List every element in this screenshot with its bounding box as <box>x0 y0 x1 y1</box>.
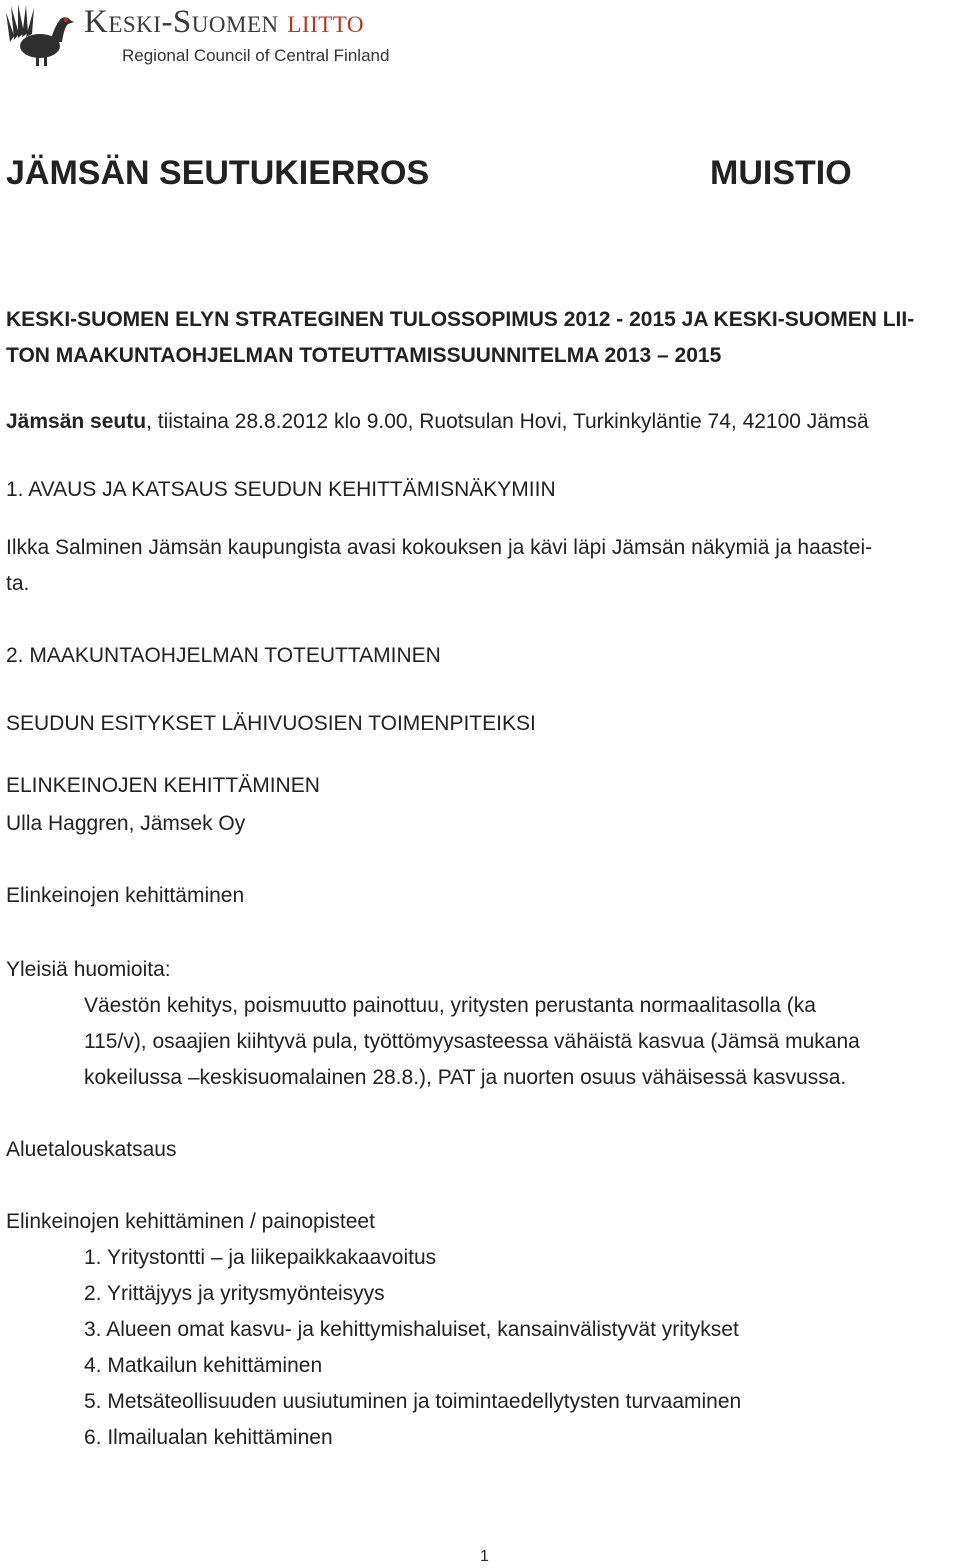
section-2-heading: 2. MAAKUNTAOHJELMAN TOTEUTTAMINEN <box>6 644 441 667</box>
subject-line-1: KESKI-SUOMEN ELYN STRATEGINEN TULOSSOPIMUS 2012 - 2015 JA KESKI-SUOMEN LII- <box>6 308 915 331</box>
focus-heading: Elinkeinojen kehittäminen / painopisteet <box>6 1210 375 1233</box>
org-subtitle: Regional Council of Central Finland <box>122 46 390 65</box>
org-name <box>84 4 364 41</box>
presenter: Ulla Haggren, Jämsek Oy <box>6 812 246 835</box>
org-name-part2: liitto <box>287 4 365 40</box>
list-item: 3. Alueen omat kasvu- ja kehittymishaluiset, kansainvälistyvät yritykset <box>84 1318 739 1341</box>
section-1-text-line-1: Ilkka Salminen Jämsän kaupungista avasi kokouksen ja kävi läpi Jämsän näkymiä ja haastei- <box>6 536 873 559</box>
topic-label: Elinkeinojen kehittäminen <box>6 884 245 907</box>
page-number: 1 <box>480 1548 489 1565</box>
list-item: 1. Yritystontti – ja liikepaikkakaavoitus <box>84 1246 437 1269</box>
list-item: 4. Matkailun kehittäminen <box>84 1354 323 1377</box>
grouse-bird-icon <box>4 2 78 68</box>
general-notes-line-1: Väestön kehitys, poismuutto painottuu, yritysten perustanta normaalitasolla (ka <box>84 994 816 1017</box>
subject-line-2: TON MAAKUNTAOHJELMAN TOTEUTTAMISSUUNNITELMA 2013 – 2015 <box>6 344 722 367</box>
org-name-part1: Keski-Suomen <box>84 4 288 40</box>
topic-heading: ELINKEINOJEN KEHITTÄMINEN <box>6 774 320 797</box>
document-type: MUISTIO <box>710 154 852 192</box>
meeting-place: Jämsän seutu <box>6 410 147 433</box>
meeting-time-location: , tiistaina 28.8.2012 klo 9.00, Ruotsulan Hovi, Turkinkyläntie 74, 42100 Jämsä <box>146 410 869 433</box>
section-2-subheading: SEUDUN ESITYKSET LÄHIVUOSIEN TOIMENPITEIKSI <box>6 712 536 735</box>
list-item: 5. Metsäteollisuuden uusiutuminen ja toimintaedellytysten turvaaminen <box>84 1390 742 1413</box>
economy-review-label: Aluetalouskatsaus <box>6 1138 177 1161</box>
list-item: 2. Yrittäjyys ja yritysmyönteisyys <box>84 1282 385 1305</box>
list-item: 6. Ilmailualan kehittäminen <box>84 1426 333 1449</box>
general-notes-line-2: 115/v), osaajien kiihtyvä pula, työttömyysasteessa vähäistä kasvua (Jämsä mukana <box>84 1030 860 1053</box>
general-notes-label: Yleisiä huomioita: <box>6 958 171 981</box>
general-notes-line-3: kokeilussa –keskisuomalainen 28.8.), PAT ja nuorten osuus vähäisessä kasvussa. <box>84 1066 847 1089</box>
section-1-text-line-2: ta. <box>6 572 30 595</box>
document-title: JÄMSÄN SEUTUKIERROS <box>6 154 430 192</box>
section-1-heading: 1. AVAUS JA KATSAUS SEUDUN KEHITTÄMISNÄKYMIIN <box>6 478 556 501</box>
meeting-details <box>6 410 869 434</box>
